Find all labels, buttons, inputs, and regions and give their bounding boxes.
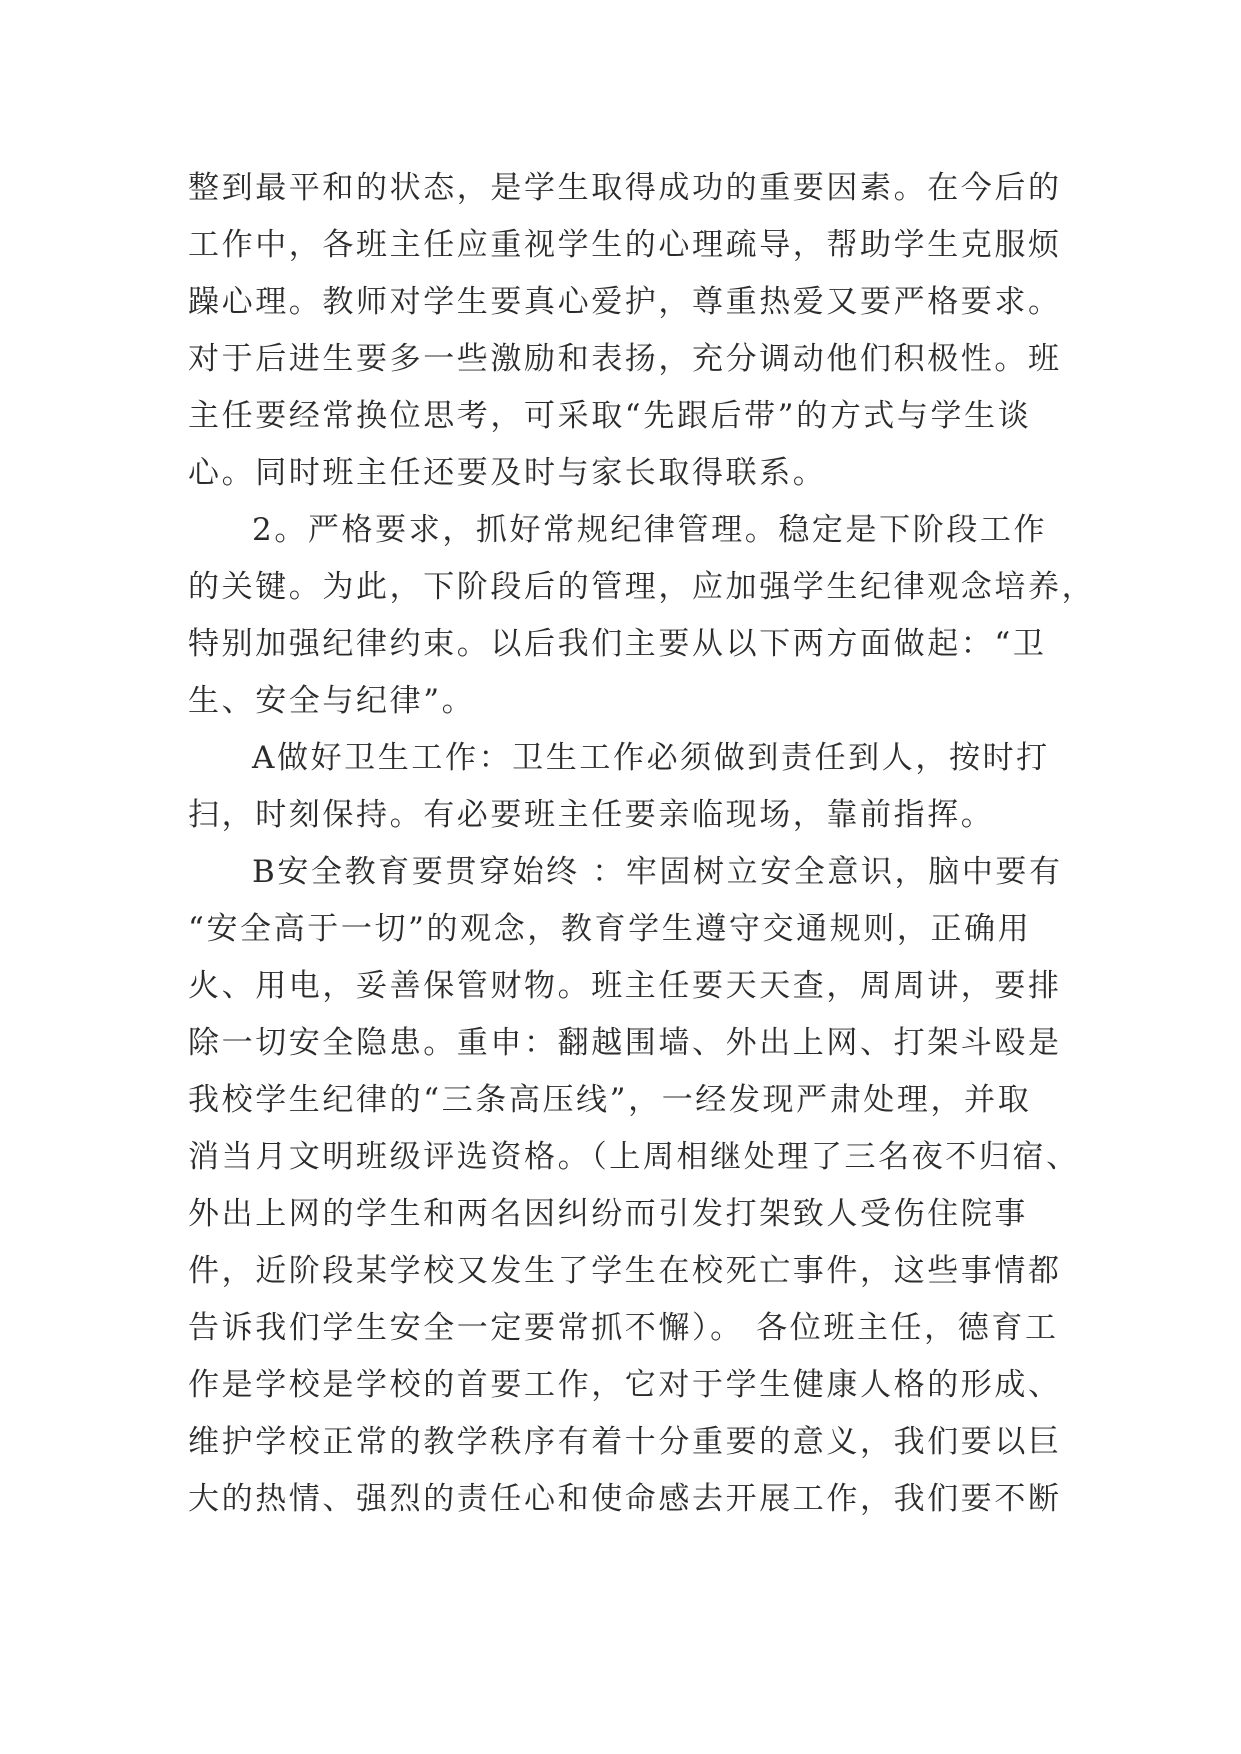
- text-line: 心。同时班主任还要及时与家长取得联系。: [188, 455, 827, 491]
- text-line: 维护学校正常的教学秩序有着十分重要的意义，我们要以巨: [188, 1424, 1062, 1460]
- text-line: 消当月文明班级评选资格。（上周相继处理了三名夜不归宿、: [188, 1139, 1080, 1175]
- text-line: 工作中，各班主任应重视学生的心理疏导，帮助学生克服烦: [188, 227, 1062, 263]
- text-line: 件，近阶段某学校又发生了学生在校死亡事件，这些事情都: [188, 1253, 1062, 1289]
- text-line: 我校学生纪律的“三条高压线”，一经发现严肃处理，并取: [188, 1082, 1032, 1118]
- text-line: 特别加强纪律约束。以后我们主要从以下两方面做起：“卫: [188, 626, 1047, 662]
- text-line: 的关键。为此，下阶段后的管理，应加强学生纪律观念培养，: [188, 569, 1096, 605]
- text-line: 对于后进生要多一些激励和表扬，充分调动他们积极性。班: [188, 341, 1062, 377]
- text-line: 外出上网的学生和两名因纠纷而引发打架致人受伤住院事: [188, 1196, 1028, 1232]
- text-line: 扫，时刻保持。有必要班主任要亲临现场，靠前指挥。: [188, 797, 995, 833]
- text-line: 火、用电，妥善保管财物。班主任要天天查，周周讲，要排: [188, 968, 1062, 1004]
- paragraph-start-line: 2。严格要求，抓好常规纪律管理。稳定是下阶段工作: [252, 512, 1048, 548]
- text-line: 躁心理。教师对学生要真心爱护，尊重热爱又要严格要求。: [188, 284, 1062, 320]
- text-line: 生、安全与纪律”。: [188, 683, 476, 719]
- text-line: “安全高于一切”的观念，教育学生遵守交通规则，正确用: [188, 911, 1032, 947]
- text-line: 整到最平和的状态，是学生取得成功的重要因素。在今后的: [188, 170, 1062, 206]
- paragraph-start-line: A做好卫生工作：卫生工作必须做到责任到人，按时打: [252, 740, 1050, 776]
- document-body: [188, 160, 1096, 1528]
- text-line: 除一切安全隐患。重申：翻越围墙、外出上网、打架斗殴是: [188, 1025, 1062, 1061]
- text-line: 告诉我们学生安全一定要常抓不懈）。 各位班主任，德育工: [188, 1310, 1059, 1346]
- text-line: 作是学校是学校的首要工作，它对于学生健康人格的形成、: [188, 1367, 1062, 1403]
- text-line: 主任要经常换位思考，可采取“先跟后带”的方式与学生谈: [188, 398, 1032, 434]
- paragraph-start-line: B安全教育要贯穿始终 ：牢固树立安全意识，脑中要有: [252, 854, 1063, 890]
- text-line: 大的热情、强烈的责任心和使命感去开展工作，我们要不断: [188, 1481, 1062, 1517]
